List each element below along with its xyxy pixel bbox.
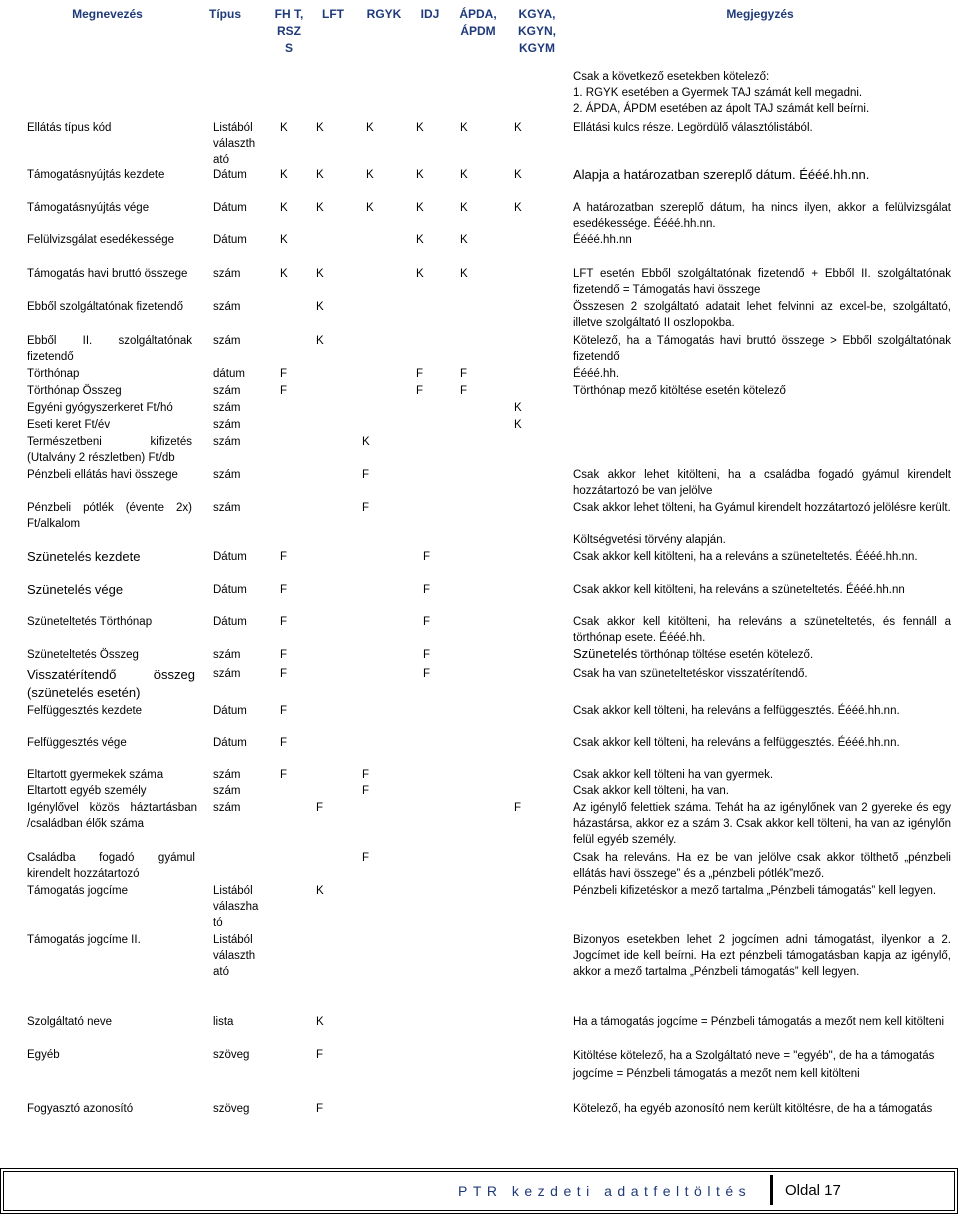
- cell-lft: K: [316, 202, 324, 214]
- row-note: [573, 646, 813, 663]
- row-note: Alapja a határozatban szereplő dátum. Éééé.hh.nn.: [573, 167, 870, 182]
- row-name: Támogatásnyújtás kezdete: [27, 169, 165, 181]
- cell-idj: K: [416, 169, 424, 181]
- cell-fh: F: [280, 737, 288, 749]
- cell-rgyk: F: [362, 502, 370, 514]
- cell-lft: K: [316, 268, 324, 280]
- cell-rgyk: F: [423, 668, 431, 680]
- cell-kgya: K: [514, 419, 522, 431]
- row-type: szám: [213, 502, 241, 514]
- row-note: Csak akkor kell tölteni, ha releváns a felfüggesztés. Éééé.hh.nn.: [573, 737, 900, 749]
- cell-apda: K: [460, 122, 468, 134]
- row-name: Családba fogadó gyámul kirendelt hozzátartozó: [27, 852, 195, 880]
- cell-apda: F: [460, 368, 468, 380]
- row-note: Csak ha van szüneteltetéskor visszatérítendő.: [573, 668, 808, 680]
- row-type: Dátum: [213, 169, 247, 181]
- cell-fh: F: [316, 1049, 324, 1061]
- cell-apda: K: [460, 234, 468, 246]
- cell-fh: F: [280, 668, 288, 680]
- cell-fh: F: [316, 1103, 324, 1115]
- row-name: Támogatás jogcíme: [27, 885, 128, 897]
- row-name: Pénzbeli ellátás havi összege: [27, 469, 178, 481]
- cell-rgyk: K: [316, 885, 324, 897]
- row-note: Csak akkor kell tölteni, ha releváns a felfüggesztés. Éééé.hh.nn.: [573, 705, 900, 717]
- cell-fh: K: [280, 202, 288, 214]
- cell-fh: F: [280, 769, 288, 781]
- cell-kgya: K: [514, 122, 522, 134]
- cell-rgyk: K: [362, 436, 370, 448]
- row-note: Az igénylő felettiek száma. Tehát ha az igénylőnek van 2 gyereke és egy házastársa, akkor ez a szám 3. Csak akkor kell tölteni, ha van az igénylőn felül egyéb személy.: [573, 802, 951, 846]
- row-name: Szolgáltató neve: [27, 1016, 113, 1028]
- row-type: szám: [213, 802, 241, 814]
- row-type: szám: [213, 436, 241, 448]
- cell-lft: K: [316, 122, 324, 134]
- row-type: szöveg: [213, 1103, 250, 1115]
- header-lft: LFT: [322, 7, 344, 21]
- cell-fh: F: [280, 385, 288, 397]
- cell-idj: K: [416, 122, 424, 134]
- cell-rgyk: F: [362, 852, 370, 864]
- cell-fh: K: [280, 169, 288, 181]
- row-name: Eltartott gyermekek száma: [27, 769, 164, 781]
- cell-kgya: K: [514, 169, 522, 181]
- cell-idj: K: [416, 234, 424, 246]
- row-name: Támogatás jogcíme II.: [27, 934, 141, 946]
- row-note: Ha a támogatás jogcíme = Pénzbeli támogatás a mezőt nem kell kitölteni: [573, 1016, 945, 1028]
- row-type: szám: [213, 268, 241, 280]
- row-name: Igénylővel közös háztartásban /családban élők száma: [27, 802, 197, 830]
- row-type: szám: [213, 469, 241, 481]
- cell-kgya: K: [514, 402, 522, 414]
- row-type: Dátum: [213, 616, 247, 628]
- cell-fh: K: [280, 268, 288, 280]
- cell-fh: F: [280, 368, 288, 380]
- row-note: Összesen 2 szolgáltató adatait lehet felvinni az excel-be, szolgáltató, illetve szolgáltató II oszlopokba.: [573, 301, 951, 329]
- row-type: Listából választh ató: [213, 934, 256, 978]
- cell-idj: F: [416, 385, 424, 397]
- cell-apda: K: [460, 169, 468, 181]
- row-note: Pénzbeli kifizetéskor a mező tartalma „Pénzbeli támogatás” kell legyen.: [573, 885, 937, 897]
- cell-fh: F: [280, 649, 288, 661]
- row-name: Ebből II. szolgáltatónak fizetendő: [27, 335, 192, 363]
- row-type: dátum: [213, 368, 245, 380]
- row-note: Csak akkor kell kitölteni, ha a releváns a szüneteltetés. Éééé.hh.nn.: [573, 551, 918, 563]
- page-number: Oldal 17: [785, 1182, 841, 1199]
- row-type: Listából válaszha tó: [213, 885, 259, 929]
- row-type: szöveg: [213, 1049, 250, 1061]
- row-name: Törthónap Összeg: [27, 385, 122, 397]
- row-note: Kötelező, ha a Támogatás havi bruttó összege > Ebből szolgáltatónak fizetendő: [573, 335, 951, 363]
- cell-rgyk: F: [362, 469, 370, 481]
- cell-fh: K: [316, 301, 324, 313]
- preface-line: 1. RGYK esetében a Gyermek TAJ számát kell megadni.: [573, 87, 863, 99]
- header-apda: ÁPDA, ÁPDM: [459, 7, 497, 38]
- cell-lft: F: [316, 802, 324, 814]
- row-name: Fogyasztó azonosító: [27, 1103, 134, 1115]
- row-type: lista: [213, 1016, 234, 1028]
- row-type: szám: [213, 649, 241, 661]
- preface-line: Csak a következő esetekben kötelező:: [573, 71, 770, 83]
- row-note: Csak ha releváns. Ha ez be van jelölve csak akkor tölthető „pénzbeli ellátás havi összege” és a „pénzbeli pótlék”mező.: [573, 852, 951, 880]
- header-megnevezes: Megnevezés: [72, 7, 143, 21]
- row-note: Törthónap mező kitöltése esetén kötelező: [573, 385, 786, 397]
- row-type: szám: [213, 385, 241, 397]
- row-note: LFT esetén Ebből szolgáltatónak fizetendő + Ebből II. szolgáltatónak fizetendő = Támogatás havi összege: [573, 268, 951, 296]
- cell-idj: K: [416, 268, 424, 280]
- header-megjegyzes: Megjegyzés: [726, 7, 794, 21]
- footer-title: PTR kezdeti adatfeltöltés: [458, 1183, 752, 1199]
- cell-lft: F: [362, 769, 370, 781]
- row-name: Szünetelés kezdete: [27, 549, 141, 564]
- row-note: Csak akkor kell tölteni ha van gyermek.: [573, 769, 774, 781]
- row-type: szám: [213, 769, 241, 781]
- preface-line: 2. ÁPDA, ÁPDM esetében az ápolt TAJ számát kell beírni.: [573, 103, 870, 115]
- cell-fh: K: [316, 1016, 324, 1028]
- row-name: Támogatás havi bruttó összege: [27, 268, 188, 280]
- cell-idj: K: [416, 202, 424, 214]
- row-name: Szüneteltetés Összeg: [27, 649, 139, 661]
- cell-kgya: K: [514, 202, 522, 214]
- header-kgya: KGYA, KGYN, KGYM: [517, 7, 556, 55]
- row-name: Felülvizsgálat esedékessége: [27, 234, 175, 246]
- row-type: szám: [213, 419, 241, 431]
- row-name: Felfüggesztés vége: [27, 737, 127, 749]
- cell-fh: K: [280, 122, 288, 134]
- row-name: Pénzbeli pótlék (évente 2x) Ft/alkalom: [27, 502, 192, 530]
- cell-fh: F: [280, 584, 288, 596]
- footer-divider: [770, 1175, 773, 1205]
- row-type: szám: [213, 785, 241, 797]
- row-type: Dátum: [213, 584, 247, 596]
- row-note-rest: törthónap töltése esetén kötelező.: [640, 649, 814, 661]
- row-note: Éééé.hh.: [573, 368, 620, 380]
- row-name: Ellátás típus kód: [27, 122, 112, 134]
- row-name: Támogatásnyújtás vége: [27, 202, 150, 214]
- header-rgyk: RGYK: [366, 7, 402, 21]
- row-type: szám: [213, 335, 241, 347]
- row-name: Eseti keret Ft/év: [27, 419, 111, 431]
- cell-rgyk: F: [423, 584, 431, 596]
- header-fhtrsz: FH T, RSZ S: [274, 7, 304, 55]
- row-name: Eltartott egyéb személy: [27, 785, 147, 797]
- row-name: Ebből szolgáltatónak fizetendő: [27, 301, 183, 313]
- row-note: Bizonyos esetekben lehet 2 jogcímen adni támogatást, ilyenkor a 2. Jogcímet ide kell beírni. Ha ezt pénzbeli támogatásban kapja az igénylő, akkor a mező tartalma „Pénzbeli támogatás” kell legyen.: [573, 934, 951, 978]
- cell-lft: K: [316, 169, 324, 181]
- row-type: szám: [213, 668, 241, 680]
- row-name: Egyéni gyógyszerkeret Ft/hó: [27, 402, 173, 414]
- row-name: Egyéb: [27, 1049, 60, 1061]
- row-name: Szünetelés vége: [27, 582, 124, 597]
- row-type: Dátum: [213, 202, 247, 214]
- cell-lft: F: [362, 785, 370, 797]
- row-note-extra: Költségvetési törvény alapján.: [573, 534, 726, 546]
- cell-rgyk: K: [366, 202, 374, 214]
- row-note: Csak akkor lehet kitölteni, ha a családba fogadó gyámul kirendelt hozzátartozó be van jelölve: [573, 469, 951, 497]
- row-name: Szüneteltetés Törthónap: [27, 616, 153, 628]
- row-note: Kötelező, ha egyéb azonosító nem került kitöltésre, de ha a támogatás: [573, 1103, 933, 1115]
- cell-apda: F: [460, 385, 468, 397]
- cell-idj: F: [416, 368, 424, 380]
- cell-rgyk: F: [423, 551, 431, 563]
- cell-rgyk: F: [423, 649, 431, 661]
- cell-fh: F: [280, 705, 288, 717]
- cell-kgya: F: [514, 802, 522, 814]
- cell-apda: K: [460, 202, 468, 214]
- row-note-emph: Szünetelés: [573, 646, 638, 661]
- cell-rgyk: K: [366, 122, 374, 134]
- row-note: Csak akkor kell tölteni, ha van.: [573, 785, 729, 797]
- cell-apda: K: [460, 268, 468, 280]
- header-idj: IDJ: [420, 7, 440, 21]
- row-note: Ellátási kulcs része. Legördülő választólistából.: [573, 122, 813, 134]
- row-note: A határozatban szereplő dátum, ha nincs ilyen, akkor a felülvizsgálat esedékessége. Éééé.hh.nn.: [573, 202, 951, 230]
- row-note: Csak akkor kell kitölteni, ha releváns a szüneteltetés, és fennáll a törthónap esete. Éééé.hh.: [573, 616, 951, 644]
- row-type: Dátum: [213, 234, 247, 246]
- row-note: Csak akkor lehet tölteni, ha Gyámul kirendelt hozzátartozó jelölésre került.: [573, 502, 951, 514]
- cell-rgyk: K: [366, 169, 374, 181]
- row-type: Dátum: [213, 737, 247, 749]
- row-type: szám: [213, 402, 241, 414]
- row-type: Listából választh ató: [213, 122, 256, 166]
- row-name: Természetbeni kifizetés (Utalvány 2 részletben) Ft/db: [27, 436, 192, 464]
- row-note: Kitöltése kötelező, ha a Szolgáltató neve = "egyéb", de ha a támogatás jogcíme = Pénzbeli támogatás a mezőt nem kell kitölteni: [573, 1050, 935, 1080]
- row-type: Dátum: [213, 551, 247, 563]
- row-note: Éééé.hh.nn: [573, 234, 632, 246]
- row-name: Törthónap: [27, 368, 80, 380]
- row-type: Dátum: [213, 705, 247, 717]
- row-name: Felfüggesztés kezdete: [27, 705, 143, 717]
- row-name: Visszatérítendő összeg (szünetelés esetén): [27, 667, 195, 700]
- row-type: szám: [213, 301, 241, 313]
- cell-fh: K: [280, 234, 288, 246]
- cell-rgyk: F: [423, 616, 431, 628]
- cell-fh: F: [280, 616, 288, 628]
- header-tipus: Típus: [209, 7, 241, 21]
- row-note: Csak akkor kell kitölteni, ha releváns a szüneteltetés. Éééé.hh.nn: [573, 584, 905, 596]
- cell-fh: K: [316, 335, 324, 347]
- cell-fh: F: [280, 551, 288, 563]
